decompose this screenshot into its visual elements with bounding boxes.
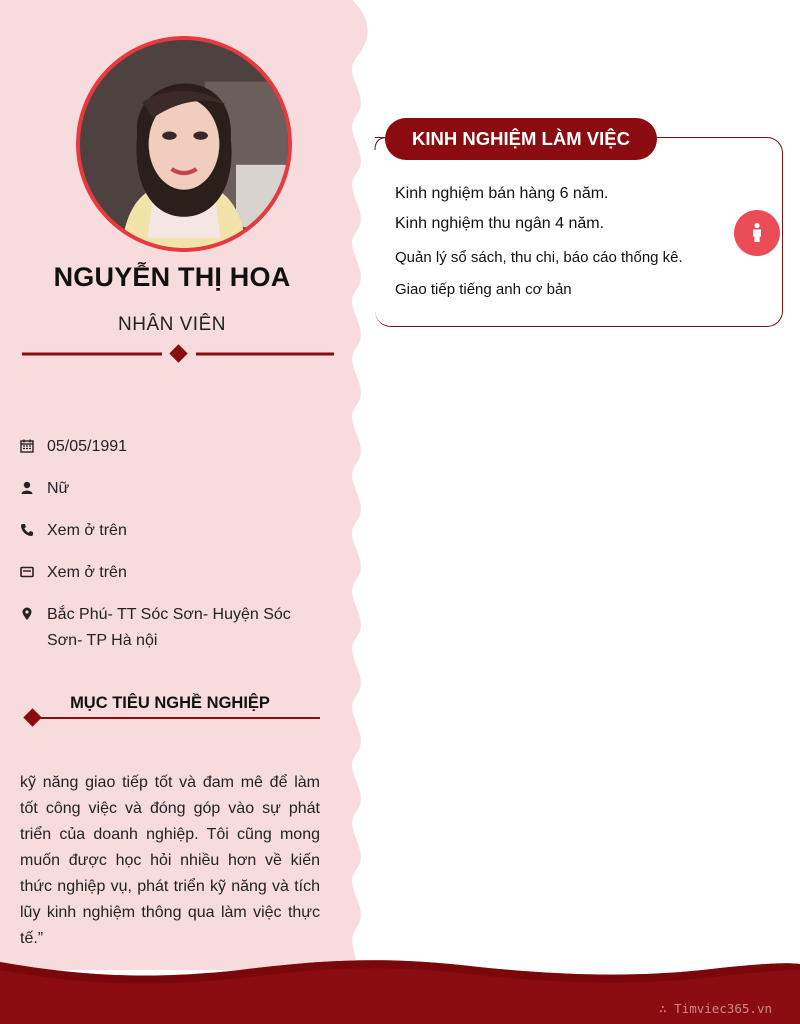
contact-text: Nữ [47, 480, 70, 497]
goal-title: MỤC TIÊU NGHỀ NGHIỆP [70, 694, 270, 712]
phone-icon [20, 523, 34, 537]
person-icon [20, 481, 34, 495]
contact-gender [20, 478, 320, 502]
candidate-role: NHÂN VIÊN [118, 314, 226, 335]
contact-text: Bắc Phú- TT Sóc Sơn- Huyện Sóc Sơn- TP Hà nội [47, 606, 291, 649]
calendar-icon [20, 439, 34, 453]
goal-text: kỹ năng giao tiếp tốt và đam mê để làm tốt công việc và đóng góp vào sự phát triển của doanh nghiệp. Tôi cũng mong muốn được học hỏi nhiều hơn về kiến thức nghiệp vụ, phát triển kỹ năng và tích lũy kinh nghiệm thông qua làm việc thực tế.” [20, 774, 320, 947]
contact-email [20, 562, 320, 586]
candidate-name: NGUYỄN THỊ HOA [53, 262, 291, 292]
map-pin-icon [20, 607, 34, 621]
experience-item: Kinh nghiệm thu ngân 4 năm. [395, 215, 605, 232]
person-icon [734, 210, 780, 256]
contact-phone [20, 520, 320, 544]
profile-photo [76, 36, 292, 252]
watermark: ∴ Timviec365.vn [659, 1001, 772, 1016]
experience-item: Kinh nghiệm bán hàng 6 năm. [395, 185, 609, 202]
experience-badge [734, 210, 780, 256]
experience-item: Quản lý sổ sách, thu chi, báo cáo thống kê. [395, 249, 683, 266]
contact-text: 05/05/1991 [47, 438, 128, 455]
name-divider [22, 344, 334, 364]
contact-birthdate [20, 436, 320, 460]
envelope-icon [20, 565, 34, 579]
contact-address [20, 604, 320, 654]
experience-item: Giao tiếp tiếng anh cơ bản [395, 281, 572, 298]
experience-list [395, 184, 725, 310]
contact-text: Xem ở trên [47, 522, 127, 539]
experience-title: KINH NGHIỆM LÀM VIỆC [385, 118, 657, 160]
contact-text: Xem ở trên [47, 564, 127, 581]
contact-info [20, 436, 320, 672]
